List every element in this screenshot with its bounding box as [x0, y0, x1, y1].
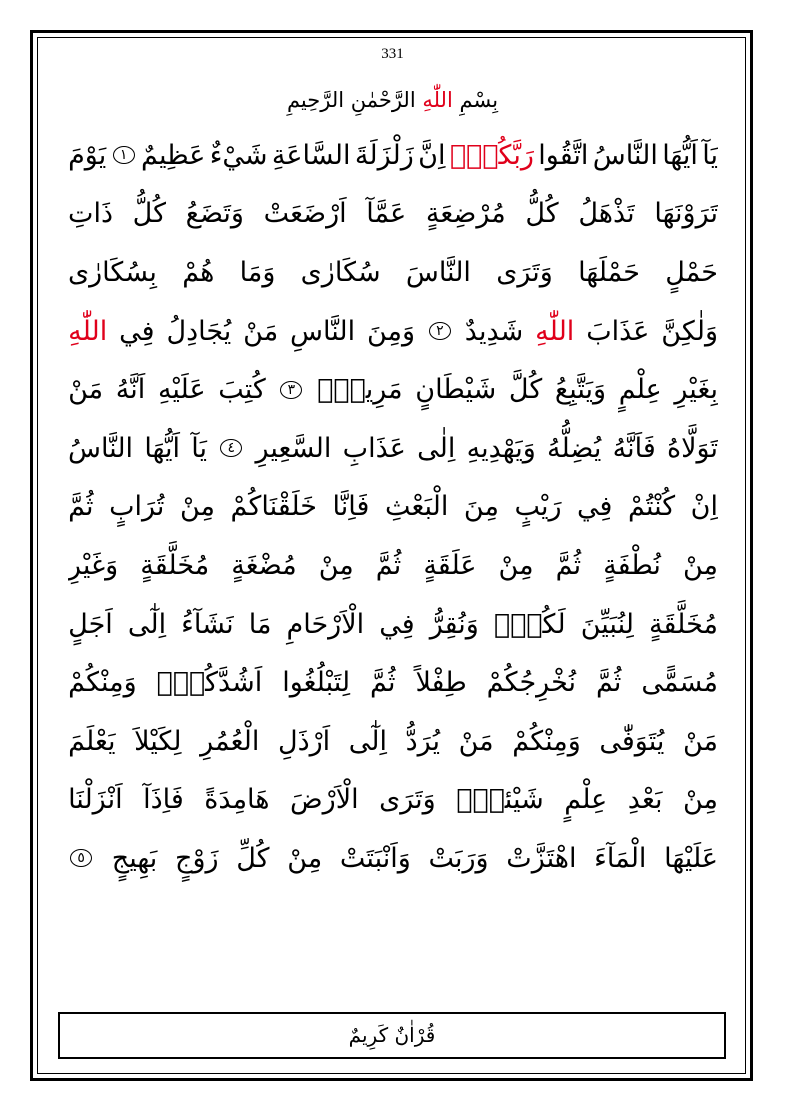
word: عَلَيْهَا — [664, 842, 718, 874]
word: اتَّقُوا — [538, 139, 589, 171]
word: كُنْتُمْ — [628, 491, 676, 523]
word: ثُمَّ — [370, 667, 396, 699]
word: مَرِيدٍۙ — [317, 374, 403, 406]
ayah-number-marker: ٢ — [429, 322, 451, 340]
footer-title: قُرْاٰنٌ كَرِيمٌ — [348, 1023, 436, 1047]
word: نُطْفَةٍ — [603, 549, 661, 581]
word: اللّٰهِ — [535, 315, 575, 347]
word: نُخْرِجُكُمْ — [486, 667, 577, 699]
word: اهْتَزَّتْ — [506, 842, 577, 874]
word: الْاَرْحَامِ — [286, 608, 365, 640]
word: شَدِيدٌ — [464, 315, 524, 347]
word: تَوَلَّاهُ — [666, 432, 718, 464]
word: بَهِيجٍ — [111, 842, 158, 874]
word: لَكُمْۜ — [493, 608, 566, 640]
text-line — [68, 419, 718, 478]
word: وَلٰكِنَّ — [661, 315, 718, 347]
text-line — [68, 302, 718, 361]
word: وَتَضَعُ — [185, 198, 244, 230]
word: يَوْمَ — [68, 139, 107, 171]
word: زَوْجٍ — [175, 842, 219, 874]
word: مَنْ — [682, 725, 718, 757]
word: اللّٰهِ — [68, 315, 108, 347]
word: وَمِنْكُمْ — [68, 667, 137, 699]
text-line — [68, 653, 718, 712]
word: كُلِّ — [236, 842, 270, 874]
word: وَيَتَّبِعُ — [554, 374, 607, 406]
word: مِنْ — [498, 549, 534, 581]
word: يُرَدُّ — [405, 725, 441, 757]
word: يُضِلُّهُ — [547, 432, 602, 464]
word: اَنَّهُ — [115, 374, 146, 406]
word: ثُمَّ — [555, 549, 582, 581]
word: تَرَوْنَهَا — [654, 198, 718, 230]
word: يَآ — [191, 432, 208, 464]
word: مُخَلَّقَةٍ — [649, 608, 718, 640]
word: يَآ — [702, 139, 718, 171]
word: اِلٰٓى — [348, 725, 387, 757]
word: فِي — [379, 608, 415, 640]
word: كُلُّ — [132, 198, 166, 230]
word: كُلُّ — [525, 198, 559, 230]
word: مَنْ — [458, 725, 494, 757]
word: وَمِنْكُمْ — [512, 725, 581, 757]
ayah-number-marker: ١ — [113, 146, 135, 164]
text-line — [68, 595, 718, 654]
quran-text-body — [68, 126, 718, 888]
word: فَاَنَّهُ — [612, 432, 656, 464]
word: اَيُّهَا — [144, 432, 181, 464]
text-line — [68, 712, 718, 771]
basmala-part1: بِسْمِ — [459, 88, 499, 112]
text-line — [68, 478, 718, 537]
word: رَيْبٍ — [514, 491, 562, 523]
word: مِنَ — [463, 491, 499, 523]
word: وَمَا — [239, 256, 276, 288]
word: شَيْئاًۜ — [456, 784, 544, 816]
word: وَتَرَى — [496, 256, 553, 288]
page-number: 331 — [381, 46, 404, 62]
word: اِلٰى — [417, 432, 456, 464]
word: اَنْزَلْنَا — [68, 784, 123, 816]
word: ثُمَّ — [68, 491, 94, 523]
word: السَّاعَةِ — [271, 139, 351, 171]
word: وَاَنْبَتَتْ — [339, 842, 411, 874]
word: زَلْزَلَةَ — [354, 139, 414, 171]
text-line — [68, 829, 718, 888]
word: رَبَّكُمْۚ — [449, 139, 534, 171]
word: حَمْلٍ — [665, 256, 718, 288]
text-line — [68, 126, 718, 185]
word: النَّاسُ — [68, 432, 134, 464]
word: ثُمَّ — [595, 667, 622, 699]
word: مِنْ — [682, 784, 718, 816]
word: اَشُدَّكُمْۚ — [156, 667, 263, 699]
basmala — [0, 88, 785, 112]
word: عَذَابِ — [342, 432, 406, 464]
word: هُمْ — [182, 256, 215, 288]
word: النَّاسَ — [405, 256, 471, 288]
word: فِي — [577, 491, 613, 523]
word: مِنْ — [287, 842, 323, 874]
word: الْاَرْضَ — [290, 784, 359, 816]
ayah-number-marker: ٤ — [220, 439, 242, 457]
word: عَلَيْهِ — [157, 374, 206, 406]
text-line — [68, 185, 718, 244]
word: مَنْ — [243, 315, 279, 347]
word: الْعُمُرِ — [200, 725, 260, 757]
word: بَعْدِ — [627, 784, 663, 816]
word: وَتَرَى — [379, 784, 436, 816]
word: مِنْ — [318, 549, 354, 581]
word: وَمِنَ — [366, 315, 416, 347]
word: فَاِذَآ — [143, 784, 184, 816]
word: وَغَيْرِ — [68, 549, 119, 581]
word: مَنْ — [68, 374, 104, 406]
word: شَيْطَانٍ — [415, 374, 497, 406]
word: خَلَقْنَاكُمْ — [230, 491, 317, 523]
word: يُتَوَفّٰى — [599, 725, 665, 757]
text-line — [68, 536, 718, 595]
basmala-allah: اللّٰهِ — [422, 88, 453, 112]
word: وَيَهْدِيهِ — [466, 432, 536, 464]
word: مُضْغَةٍ — [231, 549, 297, 581]
word: النَّاسُ — [592, 139, 658, 171]
word: شَيْءٌ — [209, 139, 268, 171]
word: فَاِنَّا — [332, 491, 370, 523]
word: ذَاتِ — [68, 198, 113, 230]
word: مَا — [248, 608, 272, 640]
word: بِغَيْرِ — [674, 374, 718, 406]
word: اَجَلٍ — [68, 608, 113, 640]
word: حَمْلَهَا — [578, 256, 640, 288]
word: نَشَآءُ — [181, 608, 234, 640]
word: فِي — [119, 315, 155, 347]
word: اِنَّ — [418, 139, 446, 171]
word: اِنْ — [690, 491, 718, 523]
word: مِنْ — [682, 549, 718, 581]
footer-title-box — [58, 1012, 726, 1059]
ayah-number-marker: ٣ — [280, 381, 302, 399]
word: ثُمَّ — [375, 549, 402, 581]
word: عَمَّآ — [366, 198, 407, 230]
word: عَذَابَ — [586, 315, 650, 347]
word: تَذْهَلُ — [578, 198, 635, 230]
word: مِنْ — [179, 491, 215, 523]
word: لِتَبْلُغُوا — [282, 667, 351, 699]
word: اَيُّهَا — [662, 139, 698, 171]
word: مُخَلَّقَةٍ — [140, 549, 210, 581]
word: اَرْضَعَتْ — [263, 198, 347, 230]
word: طِفْلاً — [415, 667, 467, 699]
word: النَّاسِ — [290, 315, 356, 347]
word: عَلَقَةٍ — [423, 549, 477, 581]
word: عِلْمٍ — [618, 374, 662, 406]
basmala-part2: الرَّحْمٰنِ الرَّحِيمِ — [286, 88, 416, 112]
word: تُرَابٍ — [109, 491, 165, 523]
text-line — [68, 243, 718, 302]
word: يُجَادِلُ — [166, 315, 232, 347]
word: وَرَبَتْ — [428, 842, 489, 874]
word: اَرْذَلِ — [277, 725, 331, 757]
text-line — [68, 360, 718, 419]
word: بِسُكَارٰى — [68, 256, 157, 288]
word: يَعْلَمَ — [68, 725, 116, 757]
word: لِنُبَيِّنَ — [580, 608, 634, 640]
text-line — [68, 771, 718, 830]
word: مُرْضِعَةٍ — [425, 198, 506, 230]
word: كُلَّ — [508, 374, 543, 406]
word: اِلٰٓى — [127, 608, 167, 640]
word: لِكَيْلاَ — [134, 725, 182, 757]
word: وَنُقِرُّ — [429, 608, 479, 640]
word: هَامِدَةً — [204, 784, 270, 816]
word: عَظِيمٌ — [140, 139, 206, 171]
word: عِلْمٍ — [564, 784, 608, 816]
ayah-number-marker: ٥ — [70, 849, 92, 867]
word: السَّعِيرِ — [255, 432, 332, 464]
word: سُكَارٰى — [300, 256, 381, 288]
word: كُتِبَ — [218, 374, 266, 406]
word: مُسَمًّى — [641, 667, 718, 699]
word: الْمَآءَ — [594, 842, 647, 874]
word: الْبَعْثِ — [384, 491, 449, 523]
